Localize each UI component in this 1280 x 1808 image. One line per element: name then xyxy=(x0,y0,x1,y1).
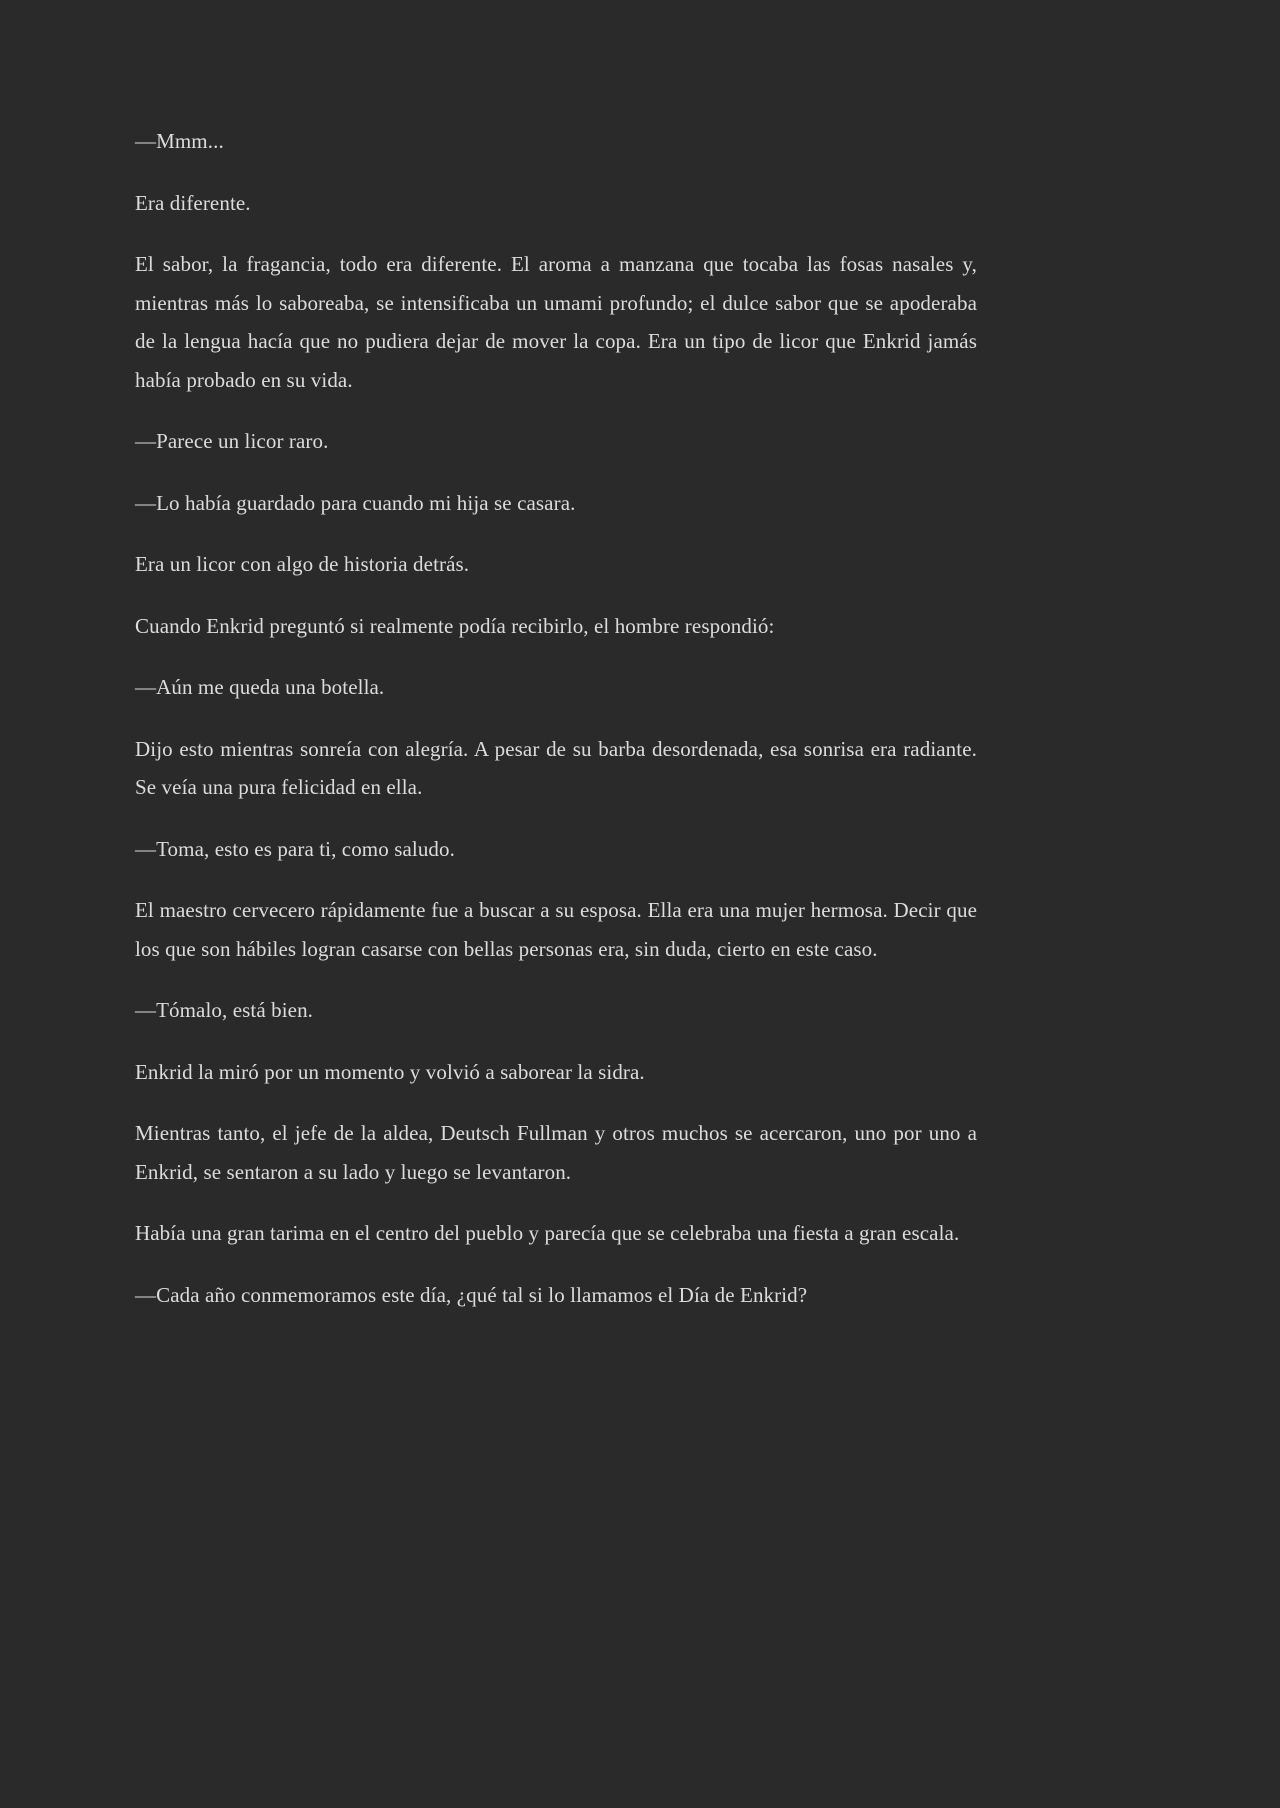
paragraph-9: Dijo esto mientras sonreía con alegría. A pesar de su barba desordenada, esa sonrisa era radiante. Se veía una pura felicidad en ella. xyxy=(135,736,977,799)
paragraph-7: Cuando Enkrid preguntó si realmente podía recibirlo, el hombre respondió: xyxy=(135,613,775,638)
paragraph-16: —Cada año conmemoramos este día, ¿qué tal si lo llamamos el Día de Enkrid? xyxy=(135,1282,808,1307)
paragraph-4: —Parece un licor raro. xyxy=(135,429,329,453)
chapter-content xyxy=(135,122,977,1314)
paragraph-8: —Aún me queda una botella. xyxy=(135,675,385,699)
paragraph-10: —Toma, esto es para ti, como saludo. xyxy=(135,836,455,861)
paragraph-2: Era diferente. xyxy=(135,190,251,215)
paragraph-5: —Lo había guardado para cuando mi hija se casara. xyxy=(135,490,576,515)
paragraph-6: Era un licor con algo de historia detrás. xyxy=(135,552,470,576)
paragraph-11: El maestro cervecero rápidamente fue a buscar a su esposa. Ella era una mujer hermosa. Decir que los que son hábiles logran casarse con bellas personas era, sin duda, cierto en este caso. xyxy=(135,898,977,961)
paragraph-1: —Mmm... xyxy=(135,129,224,153)
paragraph-3: El sabor, la fragancia, todo era diferente. El aroma a manzana que tocaba las fosas nasales y, mientras más lo saboreaba, se intensificaba un umami profundo; el dulce sabor que se apoderaba de la lengua hacía que no pudiera dejar de mover la copa. Era un tipo de licor que Enkrid jamás había probado en su vida. xyxy=(135,252,977,392)
paragraph-14: Mientras tanto, el jefe de la aldea, Deutsch Fullman y otros muchos se acercaron, uno por uno a Enkrid, se sentaron a su lado y luego se levantaron. xyxy=(135,1121,977,1184)
paragraph-12: —Tómalo, está bien. xyxy=(135,998,314,1022)
paragraph-15: Había una gran tarima en el centro del pueblo y parecía que se celebraba una fiesta a gran escala. xyxy=(135,1221,960,1245)
paragraph-13: Enkrid la miró por un momento y volvió a saborear la sidra. xyxy=(135,1059,645,1084)
